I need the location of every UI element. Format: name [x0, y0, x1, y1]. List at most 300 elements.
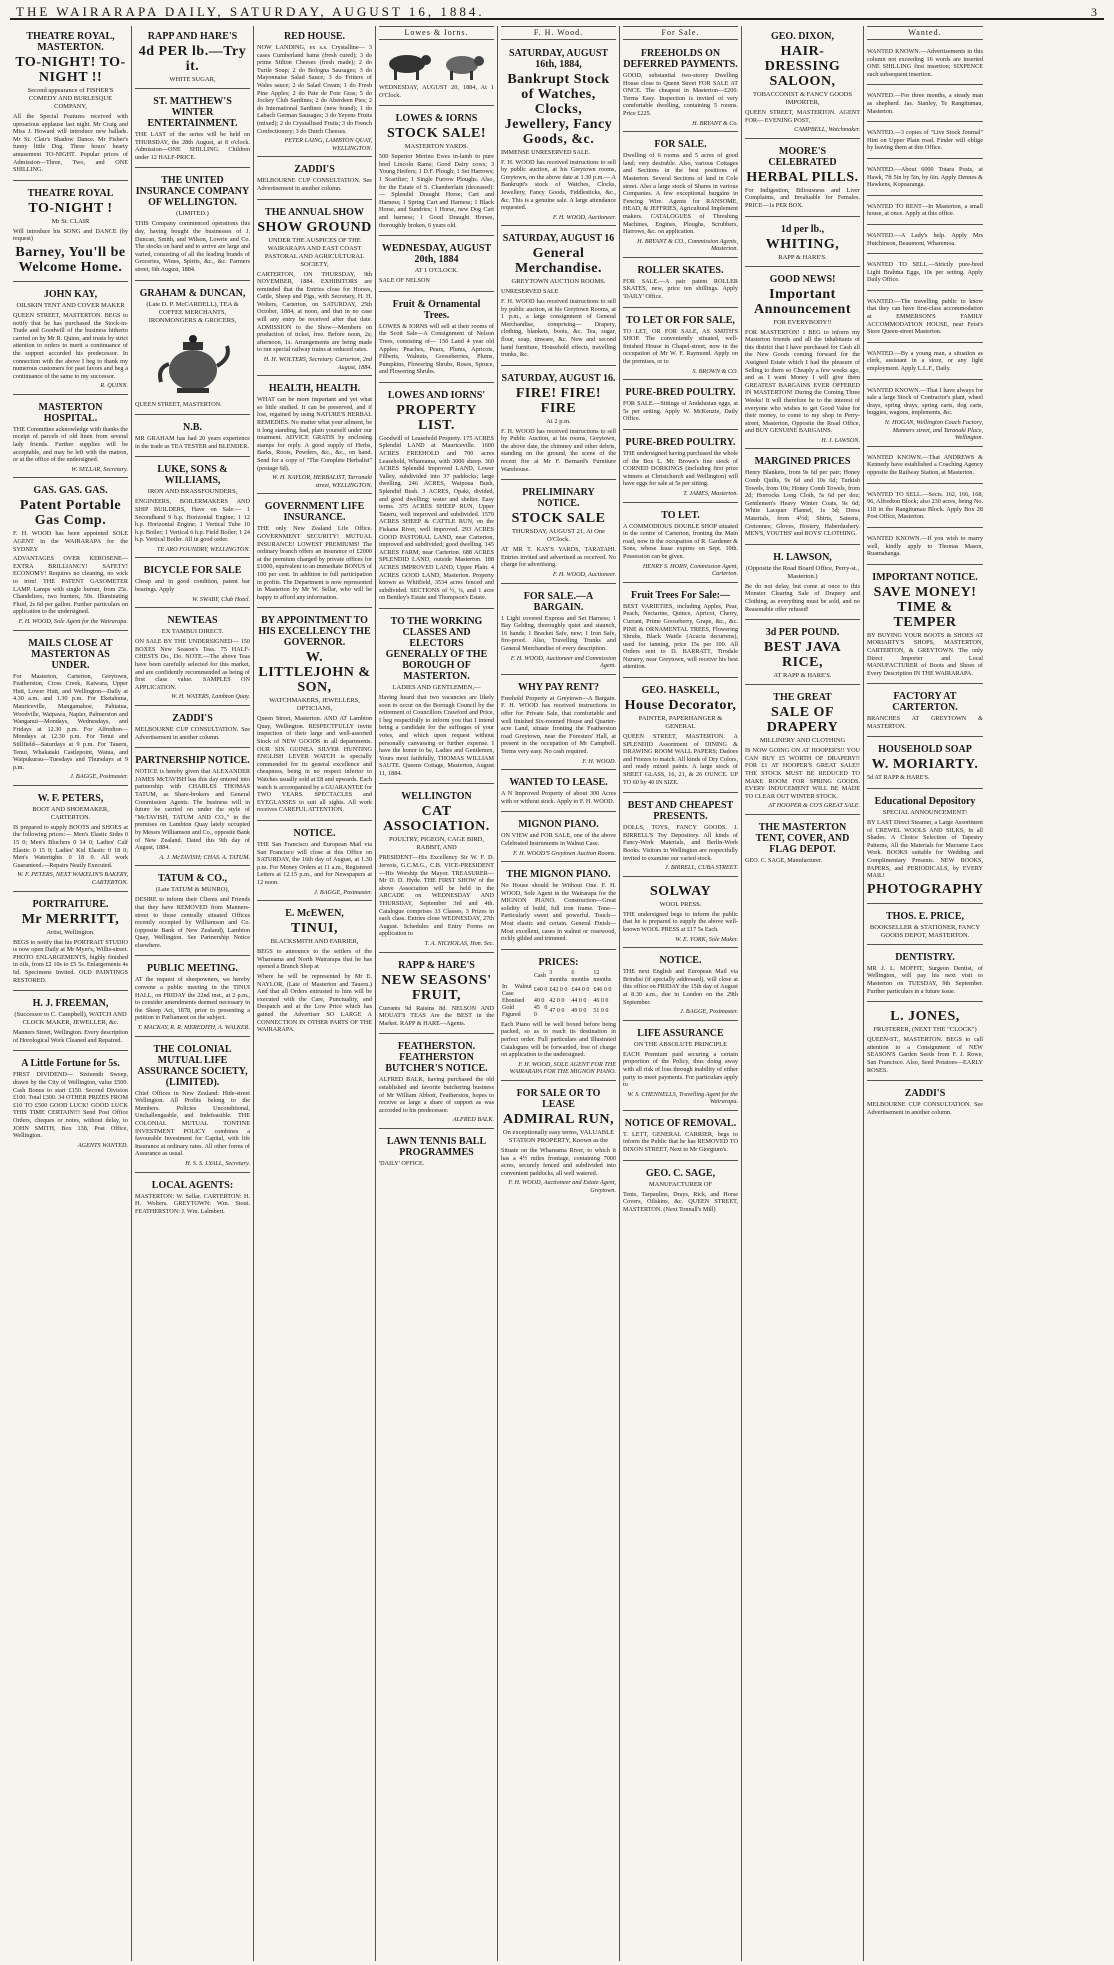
ad-subheading: THURSDAY, AUGUST 21, At One O'Clock. — [511, 528, 606, 544]
ad-heading: FEATHERSTON. FEATHERSTON BUTCHER'S NOTICE. — [385, 1041, 488, 1075]
ad-heading: PURE-BRED POULTRY. — [625, 387, 736, 399]
ad-heading: 3d PER POUND. — [765, 627, 840, 639]
ad-display-line: SHOW GROUND — [257, 219, 372, 235]
ad-subheading: WOOL PRESS. — [659, 900, 702, 908]
advertisement — [257, 378, 372, 494]
ad-signature: J. BAGGE, Postmaster. — [314, 888, 372, 896]
ad-subheading: Second appearance of FISHER'S COMEDY AND BURLESQUE COMPANY, — [27, 87, 114, 110]
table-cell: Ebonised — [502, 997, 525, 1004]
ad-display-line: WHITING, — [765, 236, 840, 252]
ad-heading: RED HOUSE. — [283, 31, 346, 42]
advertisement — [257, 159, 372, 199]
ad-body: No House should be Without One. F. H. WOOD, Sole Agent in the Wairarapa for the MIGNON PIANO. Construction—Great solidity of build, full iron frame. Tone—Particularly sweet and powerful. Touch—Most elastic and certain. General Finish—Most excellent, cases in walnut or rosewood, richly gilded and trimmed. — [501, 882, 616, 943]
advertisement — [379, 108, 494, 236]
ad-body: Chief Offices in New Zealand: Hide-street Wellington. All Profits belong to the Members. Policies Unconditional, Unchallengeable, and Indefeasible. THE COLONIAL MUTUAL TONTINE INVESTMENT POLICY combines a favourable Investment for Capital, with life Insurance at ordinary rates. All other forms of Assurance as usual. — [135, 1089, 250, 1158]
ad-signature: F. H. WOOD'S Greytown Auction Rooms. — [513, 849, 616, 857]
advertisement — [379, 43, 494, 106]
ad-body: AT MR T. KAY'S YARDS, TARATAHI. Entries invited and advertised as received. No charge for advertising. — [501, 546, 616, 569]
ad-subheading: GREYTOWN AUCTION ROOMS. — [511, 278, 606, 286]
ad-body: WANTED.—3 copies of "Live Stock Journal" Hint on Upper Plain road. Finder will oblige by leaving them at this Office. — [867, 129, 983, 152]
advertisement — [257, 496, 372, 608]
column-3 — [254, 26, 376, 1961]
ad-display-line: CAT ASSOCIATION. — [383, 804, 490, 835]
ad-body: BY BUYING YOUR BOOTS & SHOES AT MORIARTY'S SHOPS, MASTERTON, CARTERTON, & GREYTOWN. The only Direct Importer and Local MANUFACTURER of Boots and Shoes of Every Description IN THE WAIRARAPA. — [867, 631, 983, 677]
ad-body: MELBOURNE CUP CONSULTATION. See Advertisement in another column. — [867, 1101, 983, 1116]
advertisement — [135, 868, 250, 956]
ad-body: Be do not delay, but come at once to this Monster Clearing Sale of Drapery and Clothing, as everything must be sold, and no Reasonable offer refused! — [745, 582, 860, 613]
advertisement — [745, 622, 860, 685]
ad-heading: FOR SALE.—A BARGAIN. — [523, 590, 594, 613]
ad-body: Having heard that two vacancies are likely soon to occur on the Borough Council by the retirement of Councillors Crawford and Price, I beg respectfully to inform you that I intend being a candidate for the suffrages of your votes, and which upon request without personally canvassing or further expense. I have the honor to be, Ladies and Gentlemen, Yours most faithfully, THOMAS WILLIAM SAUTE. Queens Cottage, Masterton, August 11, 1884. — [379, 693, 494, 777]
ad-signature: T. JAMES, Masterton. — [683, 489, 738, 497]
ad-display-line: SALE OF DRAPERY — [766, 705, 839, 736]
ad-body: FIRST DIVIDEND— Sixteenth Sweep, drawn by the City of Wellington, value £500. Cash Bonus to start £150. Second Division £100. Total £300. 34 OTHER PRIZES FROM £10 TO £500 GOOD LUCK! GOOD LUCK THIS TIME CERTAIN!!! Send Post Office Orders, cheques or notes, without delay, to JOHN SMITH, Box 138, Post Office, Wellington. — [13, 1071, 128, 1140]
ad-body: THE next English and European Mail via Brindisi (if specially addressed), will close at this office on FRIDAY the 15th day of August at 8.30 a.m., due in London on the 29th September. — [623, 968, 738, 1006]
ad-signature: TE ARO FOUNDRY, WELLINGTON. — [156, 545, 250, 553]
ad-body: WANTED.—By a young man, a situation as clerk, assistant in a store, or any light employment. Apply L.L.F., Daily. — [867, 349, 983, 373]
advertisement — [867, 486, 983, 528]
ad-signature: W. H. WATERS, Lambton Quay. — [171, 693, 250, 701]
ad-body: Goodwill of Leasehold Property. 175 ACRES Splendid LAND at Mauriceville. 1600 ACRES FREEHOLD and 700 acres Leasehold, Whareama, with 3000 sheep. 360 ACRES Splendid Improved LAND, Lower Valley, subdivided into 37 paddocks; large dwelling. 246 ACRES, Waipoua Bush, Splendid Bush. 3 ACRES, Opaki, divided, and good dwelling; water and shelter. Easy terms. 375 ACRES SHEEP RUN, Upper Taueru, well improved and subdivided. 1570 ACRES SHEEP & CATTLE RUN, on the Fiskana River, well improved. 293 ACRES GOOD PASTORAL LAND, near Carterton, improved and subdivided; good dwelling. 145 ACRES FARM, near Carterton. 688 ACRES SPLENDID LAND, outside Masterton. 188 ACRES IMPROVED LAND, Upper Plain. 4 ACRES GOOD LAND, Masterton. Property known as Whitfield, 3534 acres fenced and subdivided. SECTIONS of ½, ¼, and 1 acre on Bentley's Estate and Thompson's Estate. — [379, 434, 494, 602]
ad-body: A N Improved Property of about 300 Acres with or without stock. Apply to F. H. WOOD. — [501, 790, 616, 805]
ad-heading: WEDNESDAY, AUGUST 20th, 1884 — [381, 243, 492, 266]
advertisement — [13, 788, 128, 892]
advertisement — [379, 786, 494, 952]
advertisement — [867, 947, 983, 1002]
ad-subheading: (Successor to C. Campbell), WATCH AND CLOCK MAKER, JEWELLER, &c. — [14, 1011, 127, 1027]
ad-body: FOR MASTERTON! I BEG to inform my Masterton friends and all the inhabitants of this district that I have purchased for Cash all the New Goods coming forward for the Assigned Estate which I had the pleasure of Selling to them so Cheaply a few weeks ago, and as I want Money I will give them GREATEST BARGAINS EVER OFFERED IN MASTERTON! During the Coming Three Weeks! It will therefore be to the interest of everyone who wishes to get Good Value for their money, to come to my shop in Perry-street, Masterton, Opposite the Road Office, and BUY GENUINE BARGAINS. — [745, 328, 860, 435]
ad-body: WANTED TO SELL.—Strictly pure-bred Light Brahma Eggs, 10s per setting. Apply Daily Office. — [867, 261, 983, 284]
advertisement — [379, 955, 494, 1035]
ad-body: All the Special Features received with uproarious applause last night. Mr Craig and Miss J. Howard will introduce new ballads. Mr St. Clair's Shadow Dance. Mr Fisher's funny little Dog. Three hours' hearty amusement TO-NIGHT. Popular prices of Admission—Three, Two, and ONE SHILLING. — [13, 113, 128, 174]
ad-body: FOR SALE.—Sittings of Andalusian eggs, at 5s per setting. Apply W. McKenzie, Daily Office. — [623, 400, 738, 423]
ad-body: WANTED.—A Lady's help. Apply Mrs Hutchinson, Beaumont, Wharemoa. — [867, 231, 983, 247]
advertisement — [379, 294, 494, 383]
advertisement — [257, 903, 372, 1040]
table-cell: 49 0 0 — [571, 1008, 587, 1015]
ad-subheading: At 2 p.m. — [546, 417, 571, 425]
ad-body: QUEEN STREET, MASTERTON. AGENT FOR— EVENING POST, — [745, 109, 860, 124]
ad-heading: GOVERNMENT LIFE INSURANCE. — [264, 501, 365, 524]
ad-body: MASTERTON: W. Sellar. CARTERTON: H. H. Wolters. GREYTOWN: Wm. Stout. FEATHERSTON: J. Wm. Lalmbert. — [135, 1192, 250, 1215]
table-cell: In Walnut Case — [502, 983, 532, 997]
ad-display-line: Mr MERRITT, — [21, 911, 120, 927]
ad-body: ENGINEERS, BOILERMAKERS AND SHIP BUILDERS, Have on Sale:— 1 Secondhand 9 h.p. Horizontal Engine; 1 12 h.p. Horizontal Engine; 1 Vertical Tube 10 h.p. Boiler; 1 Vertical 6 h.p. Field Boiler; 1 24 h.p. Vertical Boiler. All in good order. — [135, 498, 250, 544]
ad-signature: HENRY S. HORN, Commission Agent, Carterton. — [642, 562, 738, 578]
advertisement — [135, 91, 250, 168]
advertisement — [135, 958, 250, 1036]
ad-body: Currants 9d Raisins 8d. NELSON AND MOUAT'S TEAS Are the BEST in the Market. RAPP & HARE—Agents. — [379, 1004, 494, 1027]
ad-heading: THEATRE ROYAL — [27, 187, 114, 199]
ad-heading: GEO. HASKELL, — [641, 685, 720, 697]
advertisement — [867, 739, 983, 789]
advertisement — [867, 1083, 983, 1122]
ad-signature: R. QUINN. — [100, 382, 128, 390]
ad-subheading: MANUFACTURER OF — [648, 1180, 713, 1188]
ad-body: DESIRE to inform their Clients and Friends that they have REMOVED from Manners-street to those centrally situated Offices recently occupied by Williamson and Co. (opposite Bank of New Zealand), Lambton Quay, Wellington. See Partnership Notice elsewhere. — [135, 896, 250, 949]
table-header-cell: 6 months — [571, 969, 590, 983]
livestock-illustration — [382, 48, 492, 82]
table-header-cell — [501, 970, 533, 984]
ad-heading: GRAHAM & DUNCAN, — [139, 287, 246, 299]
ad-subheading: SPECIAL ANNOUNCEMENT! — [882, 809, 968, 817]
ad-body: MR J. L. MOFFIT, Surgeon Dentist, of Wellington, will pay his next visit to Masterton on TUESDAY, 9th September. Further particulars in a future issue. — [867, 964, 983, 995]
advertisement — [501, 814, 616, 862]
ad-body: THE San Francisco and European Mail via San Francisco will close at this Office on SATURDAY, the 16th day of August, at 1.30 p.m. For Money Orders at 11 a.m., Registered Letters at 12.15 p.m., and for Newspapers at 12 noon. — [257, 841, 372, 886]
ad-body: IS NOW GOING ON AT HOOPER'S!! YOU CAN BUY £5 WORTH OF DRAPERY!! FOR £1 AT HOOPER'S GREAT SALE!! THE STOCK MUST BE REDUCED TO MAKE ROOM FOR SPRING GOODS. EVERY INDUCEMENT WILL BE MADE TO CLEAR OUT WINTER STOCK. — [745, 747, 860, 800]
ad-signature: W. SWABY, Club Hotel. — [192, 595, 250, 603]
advertisement — [623, 134, 738, 258]
ad-subheading: BOOT AND SHOEMAKER, CARTERTON. — [32, 805, 109, 821]
ad-display-line: STOCK SALE! — [387, 126, 486, 142]
ad-body: F. H. WOOD has received instructions to sell by public auction, at his Greytown rooms, Greytown, on the above date at 1.30 p.m.— A Bankrupt's stock of Watches, Clocks, Jewellery, Fancy Goods, Fiddlesticks, &c., &c. This is a genuine sale. A large attendance requested. — [501, 158, 616, 212]
advertisement — [135, 750, 250, 866]
ad-signature: F. H. WOOD, Auctioneer. — [552, 571, 616, 579]
ad-heading: THE MASTERTON TENT, COVER, AND FLAG DEPOT. — [755, 821, 850, 855]
ad-body: F. H. WOOD has been appointed SOLE AGENT in the WAIRARAPA for the SYDNEY — [13, 530, 128, 553]
ad-body: EACH Premium paid securing a certain proportion of the Policy, thus doing away with all risk of loss through inability of either party to meet payments. For particulars apply to — [623, 1050, 738, 1089]
ad-subheading: (LIMITED.) — [176, 210, 209, 218]
ad-signature: AT HOOPER & CO'S GREAT SALE. — [768, 802, 860, 810]
ad-heading: TO LET OR FOR SALE, — [626, 314, 735, 326]
ad-display-line: Bankrupt Stock of Watches, Clocks, Jewellery, Fancy Goods, &c. — [504, 72, 613, 147]
ad-body: 5d AT RAPP & HARE'S. — [867, 774, 930, 782]
ad-body: F. H. WOOD has received instructions to sell by public auction, at his Greytown Rooms, at 1 p.m., a large consignment of General Merchandise, comprising— Drapery, clothing, blankets, boots, &c. Tea, sugar, flour, soap, tinware, &c. New and second hand furniture, Household effects, travelling trunks, &c. — [501, 297, 616, 359]
ad-heading: H. J. FREEMAN, — [32, 998, 109, 1010]
ad-signature: W. E. YORK, Sole Maker. — [675, 935, 738, 943]
advertisement — [135, 560, 250, 608]
ad-body: BEGS to notify that his PORTRAIT STUDIO is now open Daily at Mr Myer's, Willis-street. PHOTO ENLARGEMENTS, highly finished in oils, from £2 10s to £5 5s. Enlargements 4s 6d. Specimens Invited. OLD PAINTINGS RESTORED. — [13, 938, 128, 984]
advertisement — [135, 1175, 250, 1222]
advertisement — [13, 397, 128, 479]
table-cell: £44 0 0 — [571, 987, 590, 994]
ad-subheading: WHITE SUGAR, — [169, 76, 216, 83]
advertisement — [501, 482, 616, 583]
advertisement — [867, 791, 983, 904]
ad-display-line: STOCK SALE — [511, 511, 606, 527]
ad-body: DOLLS, TOYS, FANCY GOODS. J. BIRRELL'S Toy Depository. All kinds of Fancy-Work Materials, and Berlin-Work Books. Visitors to Wellington are respectfully invited to examine our varied stock. — [623, 824, 738, 862]
ad-display-line: BEST JAVA RICE, — [763, 640, 842, 671]
table-cell: 44 0 0 — [571, 997, 587, 1004]
ad-body: IMMENSE UNRESERVED SALE. — [501, 149, 591, 156]
column-header: Wanted. — [867, 26, 983, 40]
advertisement — [623, 310, 738, 381]
ad-subheading: (Late TATUM & MUNRO), — [155, 886, 230, 894]
ad-body: UNRESERVED SALE — [501, 288, 559, 296]
advertisement — [623, 680, 738, 793]
ad-heading: PRELIMINARY NOTICE. — [522, 487, 595, 510]
ad-signature: W. F. PETERS, NEXT WAKELIN'S BAKERY, CARTERTON. — [17, 871, 128, 887]
ad-body: Manners Street, Wellington. Every description of Horological Work Cleaned and Repaired. — [13, 1029, 128, 1044]
advertisement — [501, 368, 616, 481]
ad-subheading: WATCHMAKERS, JEWELLERS, OPTICIANS, — [269, 697, 360, 713]
ad-body: WANTED KNOWN.—That ANDREWS & Kennedy have established a Coaching Agency opposite the Railway Station, at Masterton. — [867, 453, 983, 476]
advertisement — [135, 708, 250, 748]
ad-heading: WELLINGTON — [401, 791, 472, 803]
ad-display-line: ADMIRAL RUN, — [503, 1112, 614, 1127]
ad-display-line: W. MORIARTY. — [871, 757, 979, 773]
ad-body: 500 Superior Merino Ewes in-lamb to pure bred Lincoln Rams; Good Dairy cows; 3 Young Heifers; 1 D.F. Plough; 1 Set Harrows; 1 Scarifier; 1 Single Furrow Ploughs. Also, for the Estate of S. Chamberlain (deceased):— Splendid Draught Horse; Cart and Harness; 1 Spring Cart and Harness; 1 Black Horse, and Sundries; 1 Horse, new Dog Cart and harness; 1 Good Draught Horses, thoroughly broken, 6 years old. — [379, 153, 494, 229]
advertisement — [257, 610, 372, 821]
column-header: Lowes & Iorns. — [379, 26, 494, 40]
table-cell: Gold Figured — [502, 1004, 521, 1018]
advertisement — [867, 449, 983, 484]
ad-body: THE only New Zealand Life Office. GOVERNMENT SECURITY! MUTUAL INSURANCE! LOWEST PREMIUMS! The ordinary branch offers an insurance of £2000 at the premium charged by private offices for £1000, equivalent to an immediate BONUS of 100 per cent. In addition to full participation in profits. The Department is now represented in Masterton by Mr W. Sellar, who will be happy to afford any information. — [257, 525, 372, 601]
ad-signature: F. H. WOOD, Auctioneer and Commission Agent. — [510, 654, 616, 670]
ad-heading: MOORE'S CELEBRATED — [768, 145, 837, 168]
ad-heading: MARGINED PRICES — [754, 456, 851, 468]
ad-body: GOOD, substantial two-storey Dwelling House close to Queen Street FOR SALE AT ONCE. The cheapest in Masterton—£200. Terms Easy. Inspection is invited of very comfortable dwelling, containing 5 rooms. Price £225. — [623, 72, 738, 117]
ad-body: WANTED.—About 6000 Totara Posts, at Hawk, 7ft 5in by 5in, by 6in. Apply Dennes & Hawkens, Kopuaranga. — [867, 165, 983, 189]
ad-body: SALE OF NELSON — [379, 277, 430, 285]
ad-subheading: (Late D. P. McCARDELL), TEA & COFFEE MERCHANTS, IRONMONGERS & GROCERS, — [146, 300, 239, 324]
ad-signature: H. J. LAWSON. — [821, 436, 860, 444]
ad-signature: W. H. NAYLOR, HERBALIST, Tarranaki street, WELLINGTON. — [272, 474, 372, 489]
teapot-illustration — [153, 328, 233, 398]
ad-display-line: TO-NIGHT! TO-NIGHT !! — [15, 55, 126, 85]
page-number: 3 — [1091, 5, 1098, 19]
advertisement — [135, 1039, 250, 1173]
ad-display-line: SOLWAY — [649, 883, 712, 899]
advertisement — [867, 87, 983, 122]
advertisement — [623, 382, 738, 430]
ad-body: CARTERTON, ON THURSDAY, 9th NOVEMBER, 1884. EXHIBITORS are reminded that the Entries close for Horses, Cattle, Sheep and Pigs, with Secretary, H. H. Wolters, Carterton, on SATURDAY, 25th October, 1884, at noon, and that in no case will any entry be received after that date. ADMISSION to the Show—Members on production of ticket, free. Before noon, 2s; afternoon, 1s. Arrangements are being made to run special railway trains at reduced rates. — [257, 270, 372, 354]
table-header-cell: 12 months — [593, 969, 612, 983]
advertisement — [13, 633, 128, 786]
ad-body: QUEEN STREET, MASTERTON. BEGS to notify that he has purchased the Stock-in-Trade and Goodwill of the business hitherto carried on by Mr R. Quinn, and trusts by strict attention to orders to merit a continuance of the support accorded his predecessor. In connection with the above I beg to thank my numerous customers for past favors and beg a continuance of the same to my successor. — [13, 311, 128, 380]
ad-heading: ZADDI'S — [294, 164, 335, 176]
column-5 — [498, 26, 620, 1961]
advertisement — [501, 1083, 616, 1199]
ad-display-line: Barney, You'll be Welcome Home. — [15, 244, 126, 275]
advertisement — [379, 1036, 494, 1129]
ad-heading: NEWTEAS — [167, 615, 218, 627]
advertisement — [501, 586, 616, 675]
ad-subheading: (Opposite the Road Board Office, Perry-st., Masterton.) — [745, 564, 860, 580]
ad-display-line: W. LITTLEJOHN & SON, — [258, 650, 371, 696]
advertisement — [623, 432, 738, 503]
ad-body: Will introduce his SONG and DANCE (by request) — [13, 227, 128, 243]
advertisement — [257, 202, 372, 377]
ad-body: Freehold Property at Greytown—A Bargain. F. H. WOOD has received instructions to offer for Private Sale, that comfortable and well finished Six-roomed House and Quarter-acre Land, situate fronting the Featherston road Greytown, near the Foresters' Hall, at present in the occupation of Mr Campbell. Terms very easy. No cash required. — [501, 694, 616, 755]
ad-display-line: TINUI, — [291, 921, 338, 937]
ad-heading: THOS. E. PRICE, — [885, 910, 965, 922]
ad-subheading: RAPP & HARE'S. — [778, 253, 827, 261]
advertisement — [379, 385, 494, 609]
ad-body: BEST VARIETIES, including Apples, Pear, Peach, Nectarine, Quince, Apricot, Cherry, Currant, Prime Gooseberry, Grape, &c., &c. PINE & ORNAMENTAL TREES, Flowering Shrubs, Black Wattle (Acacia decurrens), used for tanning, price 15s per 100. All Orders sent to D. BARRATT, Tirodale Nursery, near Greytown, will receive his best attention. — [623, 602, 738, 671]
advertisement — [623, 1163, 738, 1220]
ad-heading: TO LET. — [661, 509, 700, 521]
ad-subheading: PAINTER, PAPERHANGER & GENERAL — [638, 715, 723, 731]
advertisement — [623, 585, 738, 678]
ad-body: 'DAILY' OFFICE. — [379, 1159, 425, 1167]
ad-signature: F. H. WOOD, SOLE AGENT FOR THE WAIRARAPA FOR THE MIGNON PIANO. — [509, 1060, 616, 1076]
table-header-cell: Cash — [533, 973, 546, 980]
advertisement — [623, 1113, 738, 1161]
ad-signature: J. BAGGE, Postmaster. — [680, 1008, 738, 1016]
ad-subheading: UNDER THE AUSPICES OF THE WAIRARAPA AND EAST COAST PASTORAL AND AGRICULTURAL SOCIETY, — [264, 236, 365, 268]
ad-heading: GAS. GAS. GAS. — [33, 485, 108, 497]
ad-heading: WANTED TO LEASE. — [509, 777, 608, 789]
ad-heading: Educational Depository — [874, 796, 976, 808]
table-row — [501, 1005, 616, 1019]
advertisement — [623, 43, 738, 132]
ad-heading: H. LAWSON, — [773, 551, 832, 563]
ad-display-line: 4d PER lb.—Try it. — [138, 44, 247, 74]
advertisement — [623, 879, 738, 948]
ad-heading: THE UNITED INSURANCE COMPANY OF WELLINGTON. — [135, 175, 250, 209]
advertisement — [867, 161, 983, 196]
advertisement — [867, 567, 983, 685]
advertisement — [623, 795, 738, 877]
ad-subheading: FOR EVERYBODY!! — [773, 318, 832, 326]
table-cell: 47 0 0 — [549, 1008, 565, 1015]
ad-heading: LOCAL AGENTS: — [151, 1179, 234, 1191]
advertisement — [745, 687, 860, 815]
ad-display-line: TO-NIGHT ! — [28, 200, 113, 216]
advertisement — [867, 43, 983, 85]
ad-body: For Masterton, Carterton, Greytown, Featherston, Cross Creek, Kaiwara, Upper Hutt, Lower Hutt, and Wellington—Daily at 4.30 a.m. and 1.30 p.m. For Eketahuna, Mauriceville, Mangamahoe, Pahiatua, Woodville, Waipawa, Napier, Palmerston and Wanganui—Mondays, Wednesdays, and Fridays at 12.30 p.m. For Alfredton—Mondays at 12.30 p.m. For Tenui and Stillfield—Saturdays at 9 p.m. For Taueru, Tenui, Whakataki Castlepoint, Waiua, and Waipukurau—Tuesdays and Thursdays at 9 p.m. — [13, 672, 128, 771]
ad-body: PRESIDENT—His Excellency Sir W. F. D. Jervois, G.C.M.G., C.B. VICE-PRESIDENT—His Worship the Mayor. TREASURER—Mr D. D. Hyde. THE FIRST SHOW of the above Association will be held in the ARCADE on WEDNESDAY AND THURSDAY, September 3rd and 4th. Catalogue comprises 33 Classes, 3 Prizes in each class. Entries close WEDNESDAY, 27th August. Schedules and Entry Forms on application to — [379, 854, 494, 938]
ad-display-line: Important Announcement — [753, 286, 851, 317]
ad-subheading: OILSKIN TENT AND COVER MAKER — [16, 301, 125, 309]
ad-subheading: LADIES AND GENTLEMEN,— — [392, 683, 481, 691]
masthead-title: THE WAIRARAPA DAILY, SATURDAY, AUGUST 16, 1884. — [16, 4, 485, 19]
ad-body: WANTED KNOWN.—That I have always for sale a large Stock of Contractor's plant, wheel drays, spring drays, spring carts, dog carts, buggies, wagons, implements, &c. — [867, 386, 983, 417]
ad-body: LOWES & IORNS will sell at their rooms of the Scott Sale—A Consignment of Nelson Trees, consisting of— 150 Land 4 year old Apples; Peaches, Pears, Plums, Apricots, Filberts, Walnuts, Gooseberries, Plums, Pumpkins, Flowering Shrubs, Roses, Spruce, and Flowering Shrubs. — [379, 322, 494, 376]
ad-signature: H. BRYANT & Co. — [692, 119, 738, 127]
ad-heading: HEALTH, HEALTH. — [268, 383, 361, 395]
ad-heading: THE GREAT — [773, 692, 832, 704]
column-header: For Sale. — [623, 26, 738, 40]
table-header-cell: 3 months — [549, 969, 568, 983]
advertisement — [257, 26, 372, 157]
ad-body: BRANCHES AT GREYTOWN & MASTERTON. — [867, 715, 983, 730]
ad-heading: LOWES AND IORNS' — [387, 389, 486, 401]
ad-heading: BEST AND CHEAPEST PRESENTS. — [627, 800, 734, 823]
ad-subheading: AT RAPP & HARE'S. — [773, 672, 832, 680]
ad-heading: WHY PAY RENT? — [518, 681, 599, 693]
ad-body: WANTED TO SELL.—Sects. 162, 166, 168, 96, Alfredton Block; also 230 acres, being No. 118 in the Rangitumau Block. Apply Box 28 Post Office, Masterton. — [867, 490, 983, 521]
ad-heading: TATUM & CO., — [157, 873, 228, 885]
table-cell: £46 0 0 — [593, 987, 612, 994]
advertisement — [867, 198, 983, 225]
advertisement — [379, 238, 494, 292]
ad-signature: S. BROWN & CO. — [692, 367, 738, 375]
ad-body: T. LETT, GENERAL CARRIER, begs to inform the Public that he has REMOVED TO DIXON STREET, Next to Mr Giorgium's. — [623, 1130, 738, 1154]
column-1 — [10, 26, 132, 1961]
ad-display-line: HERBAL PILLS. — [746, 169, 859, 185]
ad-display-line: FIRE! FIRE! FIRE — [515, 385, 602, 416]
ad-heading: THE COLONIAL MUTUAL LIFE ASSURANCE SOCIETY, (LIMITED). — [137, 1043, 248, 1088]
ad-body: MELBOURNE CUP CONSULTATION. See Advertisement in another column. — [135, 726, 250, 741]
ad-body: Queen Street, Masterton. AND AT Lambton Quay, Wellington. RESPECTFULLY invite inspection of their large and well-assorted Stock of NEW GOODS in all departments. OUR SIX GUINEA SILVER HUNTING ENGLISH LEVER WATCH is specially commended for its general excellence and cheapness, being in no respect inferior to Watches usually sold at £8 and upwards. Each watch is accompanied by a GUARANTEE for TWO YEARS. SPECTACLES and EYEGLASSES to suit all sights. All work receives CAREFUL ATTENTION. — [257, 715, 372, 814]
ad-heading: ROLLER SKATES. — [637, 264, 724, 276]
ad-heading: SATURDAY, AUGUST 16th, 1884, — [508, 48, 609, 70]
ad-signature: CAMPBELL, Watchmaker. — [794, 126, 860, 134]
ad-subheading: POULTRY, PIGEON, CAGE BIRD, RABBIT, AND — [389, 836, 484, 852]
advertisement — [13, 993, 128, 1051]
ad-body: QUEEN-ST., MASTERTON. BEGS to call attention to a Consignment of NEW SEASON'S Garden Seeds from F. J. Rowe, San Francisco. Also, Seed Potatoes—EARLY ROSES. — [867, 1036, 983, 1074]
ad-heading: GOOD NEWS! — [769, 273, 836, 285]
ad-body: QUEEN STREET, MASTERTON. — [135, 400, 222, 408]
ad-heading: LOWES & IORNS — [395, 113, 478, 125]
ad-subheading: BLACKSMITH AND FARRIER, — [270, 938, 359, 946]
advertisement — [867, 256, 983, 291]
ad-heading: ST. MATTHEW'S WINTER ENTERTAINMENT. — [147, 96, 238, 129]
advertisement — [501, 952, 616, 1081]
ad-signature: J. BIRRELL, CUBA STREET. — [665, 864, 738, 872]
ad-heading: NOTICE. — [659, 955, 702, 967]
ad-body: WANTED.—For three months, a steady man as shepherd. Jas. Stanley, Te Rangitumau, Masterton. — [867, 92, 983, 115]
ad-heading: MASTERTON HOSPITAL. — [38, 401, 103, 424]
ad-signature: H. S. S. LYALL, Secretary. — [185, 1159, 250, 1167]
advertisement — [745, 141, 860, 217]
ad-heading: FACTORY AT CARTERTON. — [892, 691, 958, 714]
ad-subheading: IRON AND BRASSFOUNDERS, — [147, 488, 238, 496]
column-7 — [742, 26, 864, 1961]
advertisement — [623, 1023, 738, 1111]
ad-body: TO LET, OR FOR SALE, AS SMITH'S SHOP. The conveniently situated, well-finished House in Chapel-street, now in the occupation of Mr W. F. Raymond. Apply on the premises, or to — [623, 327, 738, 366]
ad-heading: FOR SALE. — [654, 139, 707, 151]
advertisement — [501, 772, 616, 812]
advertisement — [135, 610, 250, 706]
ad-body: THIS Company commenced operations this day, having bought the businesses of J. Duncan, Smith, and Wilson, Lowrie and Co. The stocks on hand and to arrive are large and varied, consisting of all the leading brands of Groceries, Wines, Spirits, &c., &c. Farmers street, 6th August, 1884. — [135, 220, 250, 273]
advertisement — [379, 1131, 494, 1174]
ad-heading: IMPORTANT NOTICE. — [872, 571, 978, 583]
table-row — [501, 998, 616, 1005]
ad-display-line: NEW SEASONS' FRUIT, — [381, 972, 492, 1003]
ad-body: WANTED.—The travelling public to know that they can have first-class accommodation at EMMERSON'S FAMILY ACCOMMODATION HOUSE, near Feist's Store Queen-street Masterton. — [867, 297, 983, 336]
ad-body: ALFRED BALK, having purchased the old established and favorite butchering business of Mr William Abbott, Featherston, hopes to receive as large a share of support as was accorded to his predecessor. — [379, 1076, 494, 1114]
ad-heading: GEO. C. SAGE, — [645, 1167, 716, 1179]
advertisement — [623, 260, 738, 308]
ad-body: Each Piano will be well boxed before being packed, so as to reach its destination in perfect order. Full particulars and Illustrated Catalogues will be forwarded, free of charge on application to the undersigned. — [501, 1020, 616, 1059]
ad-body: Henry Blankets, from 9s 6d per pair; Honey Comb Quilts, 9s 6d and 10s 6d; Turkish Towels, from 10s; Honey Comb Towels, from 2d; Horrocks Long Cloth, 5s 6d per doz; Gentlemen's Heavy Winter Coats, 9s 6d; White Lacquer Flannel, 1s 3d; Dress Materials, from 4½d; Shirts, Sateens, Cretonnes; Gloves, Hosiery, Haberdashery. MEN'S, YOUTHS' and BOYS' CLOTHING. — [745, 469, 860, 538]
advertisement — [745, 219, 860, 267]
ad-body: Dwelling of 6 rooms and 5 acres of good land; very desirable. Also, various Cottages and Sections in the best positions of Masterton. Several Sections of land in Cole street. Also a large stock of Shares in various Companies. A few exceptional bargains in Fencing Wire. Agents for RANSOME, HEAD, & JEFFRIES, Agricultural Implement makers. CATALOGUES of Threshing Machines, Engines, Ploughs, Scrubbers, Harrows, &c. on application. — [623, 152, 738, 236]
advertisement — [867, 293, 983, 343]
advertisement — [867, 530, 983, 565]
ad-signature: AGENTS WANTED. — [77, 1141, 128, 1149]
ad-body: QUEEN STREET, MASTERTON. A SPLENDID Assortment of DINING & DRAWING ROOM WALL PAPERS; Dadoes and Friezes to match. All kinds of Dry Colors, and ready mixed paints. A large stock of SHEET GLASS, 16, 21, & 26 OUNCE. UP TO 60 by 40 IN SIZE. — [623, 733, 738, 786]
ad-signature: PETER LAING, LAMBTON QUAY, WELLINGTON. — [284, 137, 372, 152]
ad-heading: HOUSEHOLD SOAP — [878, 744, 972, 756]
ad-heading: GEO. DIXON, — [770, 31, 835, 42]
ad-body: Where he will be represented by Mr E. NAYLOR, (Late of Masterton and Taueru.) And that all Orders entrusted to him will be executed with the Care, Punctuality, and Despatch and at the Low Price which has gained the Advertiser SO LARGE A CONNECTION IN OTHER PARTS OF THE WAIRARAPA. — [257, 972, 372, 1034]
ad-heading: MIGNON PIANO. — [518, 819, 599, 831]
ad-heading: LIFE ASSURANCE — [637, 1027, 724, 1039]
ad-signature: H. H. WOLTERS, Secretary. Carterton, 2nd August, 1884. — [263, 356, 372, 371]
masthead — [10, 4, 1104, 20]
ad-signature: T. A. NICHOLAS, Hon. Sec. — [424, 940, 494, 947]
advertisement — [135, 170, 250, 280]
ad-subheading: ON THE ABSOLUTE PRINCIPLE — [633, 1040, 728, 1048]
ad-heading: ZADDI'S — [172, 713, 213, 724]
advertisement — [13, 1053, 128, 1153]
ad-body: BY LAST Direct Steamer, a Large Assortment of CREWEL WOOLS AND SILKS, In all Shades. A Choice Selection of Tapestry Patterns, All the Materials for Macrame Lace Work. BOOKS suitable for Wedding and Complimentary Presents. NEW BOOKS, PAPERS, and PERIODICALS, by EVERY MAIL! — [867, 819, 983, 880]
ad-signature: F. H. WOOD, Auctioneer and Estate Agent, Greytown. — [508, 1179, 616, 1194]
ad-heading: JOHN KAY, — [43, 288, 98, 300]
ad-body: WANTED KNOWN.—If you wish to marry well, kindly apply to Thomas Mason, Ruamahanga. — [867, 534, 983, 558]
column-header: F. H. Wood. — [501, 26, 616, 40]
ad-subheading: EX TAMBUI DIRECT. — [161, 628, 224, 636]
advertisement — [745, 269, 860, 450]
column-4 — [376, 26, 498, 1961]
advertisement — [501, 43, 616, 226]
ad-heading: 1d per lb., — [780, 223, 825, 235]
ad-subheading: On exceptionally easy terms, VALUABLE STATION PROPERTY, Known as the — [502, 1129, 615, 1144]
